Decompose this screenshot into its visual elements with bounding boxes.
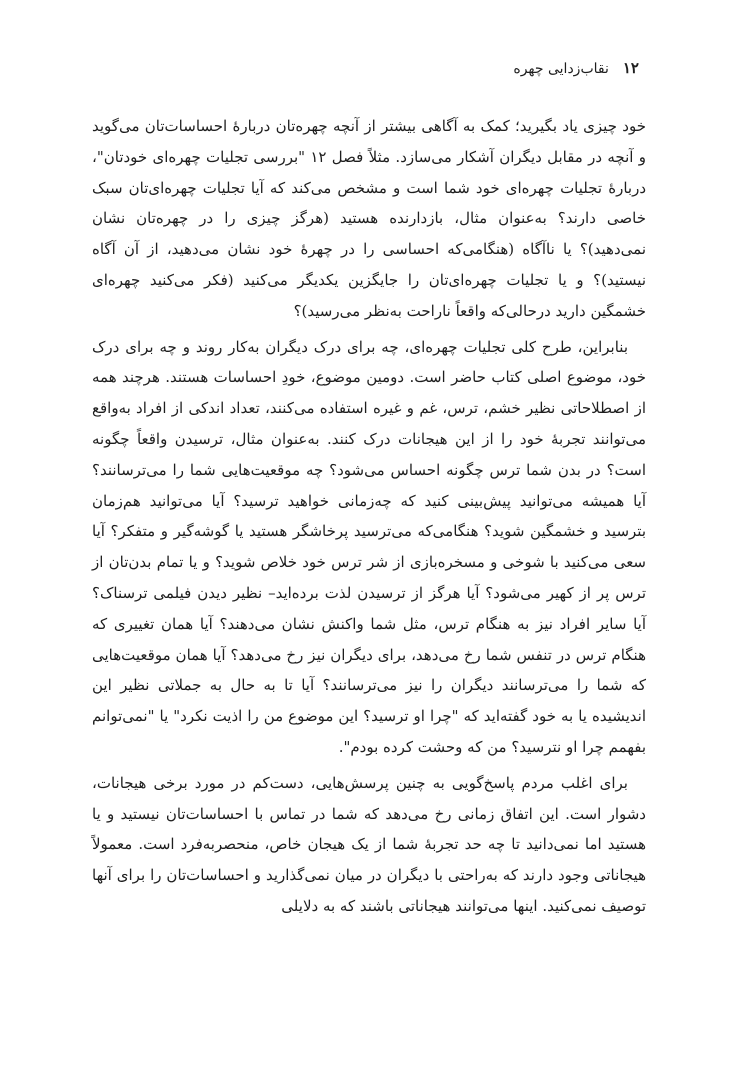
paragraph-3: برای اغلب مردم پاسخ‌گویی به چنین پرسش‌هایی، دست‌کم در مورد برخی هیجانات، دشوار است. این اتفاق زمانی رخ می‌دهد که شما در تماس با احساسات‌تان نیستید و یا هستید اما نمی‌دانید تا چه حد تجربهٔ شما از یک هیجان خاص، منحصربه‌فرد است. معمولاً هیجاناتی وجود دارند که به‌راحتی با دیگران در میان نمی‌گذارید و احساسات‌تان را برای آنها توصیف نمی‌کنید. اینها می‌توانند هیجاناتی باشند که به دلایلی	[92, 773, 646, 915]
running-header	[513, 58, 639, 79]
book-title: نقاب‌زدایی چهره	[513, 61, 609, 77]
body-text	[92, 111, 646, 922]
paragraph-2: بنابراین، طرح کلی تجلیات چهره‌ای، چه برای درک دیگران به‌کار روند و چه برای درک خود، موضوع اصلی کتاب حاضر است. دومین موضوع، خودِ احساسات هستند. هرچند همه از اصطلاحاتی نظیر خشم، ترس، غم و غیره استفاده می‌کنند، تعداد اندکی از افراد به‌واقع می‌توانند تجربهٔ خود را از این هیجانات درک کنند. به‌عنوان مثال، ترسیدن واقعاً چگونه است؟ در بدن شما ترس چگونه احساس می‌شود؟ چه موقعیت‌هایی شما را می‌ترسانند؟ آیا همیشه می‌توانید پیش‌بینی کنید که چه‌زمانی خواهید ترسید؟ آیا می‌توانید هم‌زمان بترسید و خشمگین شوید؟ هنگامی‌که می‌ترسید پرخاشگر هستید یا گوشه‌گیر و متفکر؟ آیا سعی می‌کنید با شوخی و مسخره‌بازی از شر ترس خود خلاص شوید؟ و یا تمام بدن‌تان از ترس پر از کهیر می‌شود؟ آیا هرگز از ترسیدن لذت برده‌اید– نظیر دیدن فیلمی ترسناک؟ آیا سایر افراد نیز به هنگام ترس، مثل شما واکنش نشان می‌دهند؟ آیا همان تغییری که هنگام ترس در تنفس شما رخ می‌دهد، برای دیگران نیز رخ می‌دهد؟ آیا همان موقعیت‌هایی که شما را می‌ترسانند دیگران را نیز می‌ترسانند؟ آیا تا به حال به جملاتی نظیر این اندیشیده یا به خود گفته‌اید که "چرا او ترسید؟ این موضوع من را اذیت نکرد" یا "نمی‌توانم بفهمم چرا او نترسید؟ من که وحشت کرده بودم".	[92, 337, 646, 756]
page-number: ۱۲	[622, 59, 639, 77]
paragraph-1: خود چیزی یاد بگیرید؛ کمک به آگاهی بیشتر از آنچه چهره‌تان دربارهٔ احساسات‌تان می‌گوید و آنچه در مقابل دیگران آشکار می‌سازد. مثلاً فصل ۱۲ "بررسی تجلیات چهره‌ای خودتان"، دربارهٔ تجلیات چهره‌ای خود شما است و مشخص می‌کند که آیا تجلیات چهره‌ای‌تان سبک خاصی دارند؟ به‌عنوان مثال، بازدارنده هستید (هرگز چیزی را در چهره‌تان نشان نمی‌دهید)؟ یا ناآگاه (هنگامی‌که احساسی را در چهرهٔ خود نشان می‌دهید، از آن آگاه نیستید)؟ و یا تجلیات چهره‌ای‌تان را جایگزین یکدیگر می‌کنید (فکر می‌کنید چهره‌ای خشمگین دارید درحالی‌که واقعاً ناراحت به‌نظر می‌رسید)؟	[92, 117, 646, 320]
